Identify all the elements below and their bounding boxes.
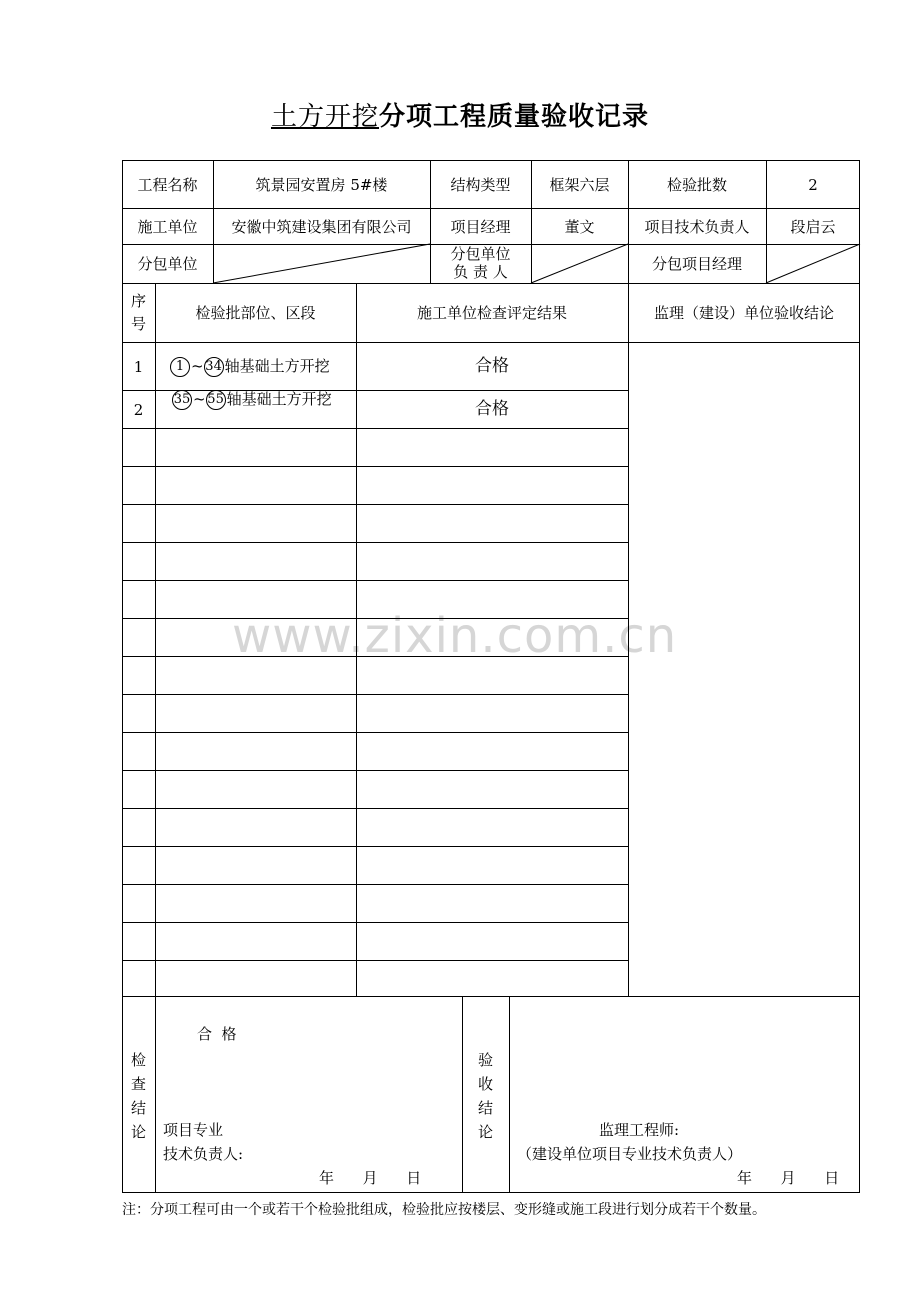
row-divider [122, 656, 628, 657]
range-tilde: ~ [193, 390, 206, 408]
axis-circle: 55 [206, 390, 226, 410]
check-signer-line-2: 技术负责人: [163, 1145, 244, 1163]
row-divider [122, 208, 860, 209]
row-divider [122, 390, 155, 391]
col-divider [628, 283, 629, 996]
supervisor-conclusion-header: 监理（建设）单位验收结论 [653, 304, 834, 322]
check-label-char: 论 [130, 1123, 146, 1141]
row-divider [122, 732, 628, 733]
row-location [172, 390, 332, 410]
check-result: 合 格 [197, 1025, 237, 1043]
row-divider [122, 996, 860, 997]
check-label-char: 检 [130, 1051, 146, 1069]
sub-lead-label-1: 分包单位 [450, 245, 511, 263]
check-label-char: 查 [130, 1075, 146, 1093]
page-title [0, 96, 920, 133]
row-divider [122, 466, 628, 467]
col-divider [509, 996, 510, 1193]
col-divider [155, 996, 156, 1193]
row-divider [122, 770, 628, 771]
row-divider [122, 846, 628, 847]
row-result: 合格 [475, 356, 509, 376]
structure-type-value: 框架六层 [549, 176, 610, 194]
contractor-label: 施工单位 [137, 218, 198, 236]
seq-header-2: 号 [130, 315, 146, 333]
axis-circle: 34 [204, 357, 224, 377]
project-name-label: 工程名称 [137, 176, 198, 194]
structure-type-label: 结构类型 [450, 176, 511, 194]
check-signer-line-1: 项目专业 [163, 1121, 224, 1139]
accept-label-char: 收 [477, 1075, 493, 1093]
row-divider [122, 283, 860, 284]
contractor-value: 安徽中筑建设集团有限公司 [231, 218, 412, 236]
location-desc: 轴基础土方开挖 [226, 390, 332, 408]
location-desc: 轴基础土方开挖 [224, 357, 330, 375]
check-label-char: 结 [130, 1099, 146, 1117]
range-tilde: ~ [191, 357, 204, 375]
row-divider [122, 884, 628, 885]
seq-header-1: 序 [130, 292, 146, 310]
project-manager-label: 项目经理 [450, 218, 511, 236]
project-manager-value: 董文 [564, 218, 595, 236]
batch-count-value: 2 [808, 176, 818, 194]
accept-signer-line-2: （建设单位项目专业技术负责人） [517, 1145, 743, 1163]
row-seq: 1 [133, 358, 144, 376]
axis-circle: 1 [170, 357, 190, 377]
check-date: 年 月 日 [319, 1169, 422, 1187]
row-divider [122, 808, 628, 809]
col-divider [155, 283, 156, 996]
tech-lead-value: 段启云 [790, 218, 836, 236]
col-divider [356, 283, 357, 996]
row-divider [122, 428, 628, 429]
row-divider [122, 504, 628, 505]
row-divider [122, 694, 628, 695]
row-divider [122, 618, 628, 619]
accept-label-char: 论 [477, 1123, 493, 1141]
contractor-result-header: 施工单位检查评定结果 [416, 304, 567, 322]
empty-cell-slash [531, 244, 628, 283]
row-seq: 2 [133, 401, 144, 419]
empty-cell-slash [213, 244, 430, 283]
location-header: 检验批部位、区段 [195, 304, 316, 322]
row-result: 合格 [475, 399, 509, 419]
sub-manager-label: 分包项目经理 [651, 255, 742, 273]
accept-date: 年 月 日 [737, 1169, 840, 1187]
col-divider [462, 996, 463, 1193]
row-divider [122, 342, 860, 343]
subcontractor-label: 分包单位 [137, 255, 198, 273]
row-divider [122, 960, 628, 961]
footnote: 注：分项工程可由一个或若干个检验批组成，检验批应按楼层、变形缝或施工段进行划分成若干个数量。 [122, 1202, 766, 1218]
row-divider [122, 922, 628, 923]
sub-lead-label-2: 负 责 人 [453, 263, 508, 281]
accept-signer-line-1: 监理工程师: [599, 1121, 680, 1139]
accept-label-char: 结 [477, 1099, 493, 1117]
title-main: 分项工程质量验收记录 [379, 102, 650, 132]
project-name-value: 筑景园安置房 5#楼 [255, 176, 388, 194]
row-divider [122, 580, 628, 581]
row-divider [122, 542, 628, 543]
empty-cell-slash [766, 244, 860, 283]
axis-circle: 35 [172, 390, 192, 410]
tech-lead-label: 项目技术负责人 [644, 218, 750, 236]
accept-label-char: 验 [477, 1051, 493, 1069]
row-location [170, 357, 330, 377]
watermark: www.zixin.com.cn [232, 608, 678, 664]
batch-count-label: 检验批数 [666, 176, 727, 194]
title-subject: 土方开挖 [270, 102, 379, 132]
